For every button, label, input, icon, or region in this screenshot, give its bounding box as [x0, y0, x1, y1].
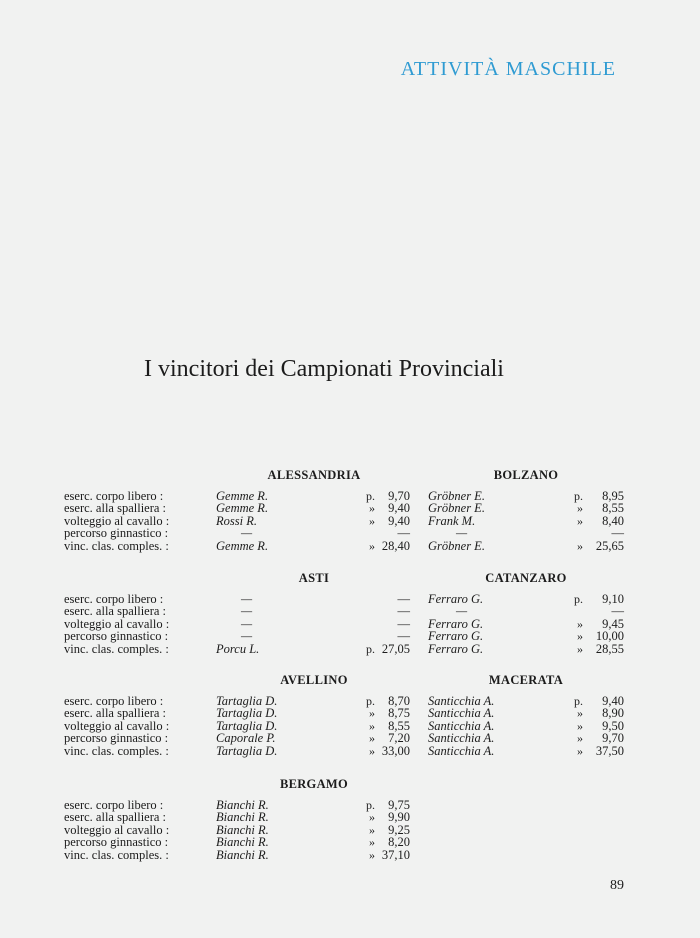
score-value: 9,90 [388, 810, 410, 825]
score-prefix: » [369, 835, 375, 850]
winner-name: Rossi R. [216, 513, 257, 528]
winner-name: Santicchia A. [428, 731, 495, 746]
event-label: vinc. clas. comples. : [64, 538, 169, 553]
winner-name: Bianchi R. [216, 835, 269, 850]
score-value: 8,20 [388, 835, 410, 850]
score-prefix: » [577, 538, 583, 553]
score-value: 9,40 [602, 694, 624, 708]
event-labels [64, 490, 169, 552]
winner-name: Bianchi R. [216, 847, 269, 862]
score-prefix: p. [366, 798, 375, 812]
winner-name: — [241, 592, 253, 606]
event-label: eserc. corpo libero : [64, 798, 164, 812]
score-value: 9,70 [602, 731, 624, 746]
score-value: 37,10 [381, 847, 410, 862]
score-value: 7,20 [388, 731, 410, 746]
score-value: — [397, 592, 410, 606]
province-heading: ASTI [298, 571, 330, 585]
winner-name: Ferraro G. [428, 629, 484, 644]
score-prefix: » [369, 810, 375, 825]
score-value: 9,75 [388, 798, 410, 812]
result-row [428, 745, 624, 757]
score-value: 9,40 [388, 501, 410, 516]
score-value: — [397, 616, 410, 631]
score-prefix: » [577, 731, 583, 746]
score-prefix: » [369, 513, 375, 528]
result-row [216, 540, 412, 552]
page-number: 89 [610, 878, 624, 893]
score-prefix: » [577, 501, 583, 516]
winner-name: Tartaglia D. [216, 694, 278, 708]
score-prefix: p. [574, 592, 583, 606]
score-prefix: p. [366, 694, 375, 708]
result-row [216, 732, 412, 744]
event-label: eserc. corpo libero : [64, 694, 164, 708]
winner-name: Gröbner E. [428, 501, 485, 516]
winner-name: Gemme R. [216, 538, 269, 553]
score-prefix: » [577, 718, 583, 733]
results-column [428, 695, 624, 757]
event-label: volteggio al cavallo : [64, 718, 170, 733]
winner-name: — [241, 604, 253, 619]
score-value: — [397, 629, 410, 644]
results-column [216, 799, 412, 861]
score-value: 9,10 [602, 592, 624, 606]
results-column [216, 593, 412, 655]
event-label: eserc. alla spalliera : [64, 810, 167, 825]
score-prefix: » [369, 731, 375, 746]
winner-name: Porcu L. [216, 641, 260, 656]
event-labels [64, 593, 169, 655]
result-row [216, 605, 412, 617]
score-prefix: » [369, 847, 375, 862]
score-value: — [611, 526, 624, 541]
province-heading: ALESSANDRIA [267, 468, 361, 482]
result-row [216, 643, 412, 655]
result-row [428, 527, 624, 539]
event-label: percorso ginnastico : [64, 835, 169, 850]
event-label: eserc. alla spalliera : [64, 501, 167, 516]
score-prefix: » [369, 538, 375, 553]
score-value: 8,75 [388, 706, 410, 721]
score-prefix: » [369, 706, 375, 721]
winner-name: Gröbner E. [428, 538, 485, 553]
score-prefix: » [369, 501, 375, 516]
winner-name: Caporale P. [216, 731, 276, 746]
score-prefix: p. [366, 489, 375, 503]
event-label: percorso ginnastico : [64, 731, 169, 746]
event-label: vinc. clas. comples. : [64, 847, 169, 862]
score-value: 37,50 [595, 743, 624, 758]
score-value: 9,70 [388, 489, 410, 503]
winner-name: Bianchi R. [216, 822, 269, 837]
result-row [216, 811, 412, 823]
score-value: 25,65 [595, 538, 624, 553]
winner-name: Bianchi R. [216, 798, 269, 812]
score-value: 8,55 [388, 718, 410, 733]
winner-name: Frank M. [428, 513, 476, 528]
winner-name: Tartaglia D. [216, 743, 278, 758]
result-row [428, 605, 624, 617]
province-heading: BOLZANO [493, 468, 559, 482]
event-label: volteggio al cavallo : [64, 822, 170, 837]
score-prefix: » [369, 718, 375, 733]
results-column [216, 490, 412, 552]
score-value: 28,40 [381, 538, 410, 553]
result-row [428, 643, 624, 655]
result-row [216, 836, 412, 848]
score-value: 9,50 [602, 718, 624, 733]
results-column [428, 593, 624, 655]
winner-name: Santicchia A. [428, 694, 495, 708]
score-value: — [611, 604, 624, 619]
score-value: 33,00 [381, 743, 410, 758]
winner-name: — [456, 604, 468, 619]
results-column [216, 695, 412, 757]
winner-name: Ferraro G. [428, 616, 484, 631]
result-row [428, 502, 624, 514]
province-heading: BERGAMO [279, 777, 349, 791]
winner-name: Ferraro G. [428, 641, 484, 656]
result-row [428, 540, 624, 552]
score-value: 9,25 [388, 822, 410, 837]
score-prefix: » [577, 706, 583, 721]
winner-name: Gröbner E. [428, 489, 485, 503]
result-row [428, 630, 624, 642]
winner-name: Tartaglia D. [216, 706, 278, 721]
event-labels [64, 799, 169, 861]
score-prefix: » [577, 513, 583, 528]
event-label: eserc. corpo libero : [64, 592, 164, 606]
event-label: eserc. corpo libero : [64, 489, 164, 503]
result-row [216, 745, 412, 757]
score-prefix: » [577, 743, 583, 758]
score-value: 28,55 [595, 641, 624, 656]
province-heading: AVELLINO [280, 673, 348, 687]
result-row [428, 732, 624, 744]
event-label: volteggio al cavallo : [64, 616, 170, 631]
score-prefix: » [369, 743, 375, 758]
score-prefix: p. [574, 694, 583, 708]
score-prefix: » [577, 616, 583, 631]
result-row [216, 849, 412, 861]
result-row [216, 630, 412, 642]
event-label: vinc. clas. comples. : [64, 743, 169, 758]
winner-name: Ferraro G. [428, 592, 484, 606]
score-value: 9,40 [388, 513, 410, 528]
winner-name: Gemme R. [216, 501, 269, 516]
score-prefix: p. [366, 641, 375, 656]
score-value: 8,40 [602, 513, 624, 528]
score-value: 8,90 [602, 706, 624, 721]
winner-name: Santicchia A. [428, 718, 495, 733]
score-value: — [397, 526, 410, 541]
score-prefix: » [369, 822, 375, 837]
results-column [428, 490, 624, 552]
event-label: eserc. alla spalliera : [64, 604, 167, 619]
score-value: 9,45 [602, 616, 624, 631]
winner-name: Santicchia A. [428, 743, 495, 758]
score-value: 8,70 [388, 694, 410, 708]
winner-name: — [241, 629, 253, 644]
winner-name: Bianchi R. [216, 810, 269, 825]
event-label: volteggio al cavallo : [64, 513, 170, 528]
winner-name: — [456, 526, 468, 541]
winner-name: — [241, 526, 253, 541]
province-heading: MACERATA [488, 673, 564, 687]
score-value: 27,05 [381, 641, 410, 656]
score-value: — [397, 604, 410, 619]
score-value: 8,95 [602, 489, 624, 503]
result-row [216, 502, 412, 514]
score-value: 10,00 [595, 629, 624, 644]
score-value: 8,55 [602, 501, 624, 516]
event-label: vinc. clas. comples. : [64, 641, 169, 656]
event-label: percorso ginnastico : [64, 629, 169, 644]
winner-name: Santicchia A. [428, 706, 495, 721]
event-label: eserc. alla spalliera : [64, 706, 167, 721]
winner-name: — [241, 616, 253, 631]
result-row [216, 527, 412, 539]
winner-name: Tartaglia D. [216, 718, 278, 733]
winner-name: Gemme R. [216, 489, 269, 503]
result-row [216, 707, 412, 719]
event-labels [64, 695, 169, 757]
score-prefix: p. [574, 489, 583, 503]
score-prefix: » [577, 641, 583, 656]
event-label: percorso ginnastico : [64, 526, 169, 541]
score-prefix: » [577, 629, 583, 644]
section-header: ATTIVITÀ MASCHILE [400, 58, 616, 80]
province-heading: CATANZARO [485, 571, 567, 585]
result-row [428, 707, 624, 719]
